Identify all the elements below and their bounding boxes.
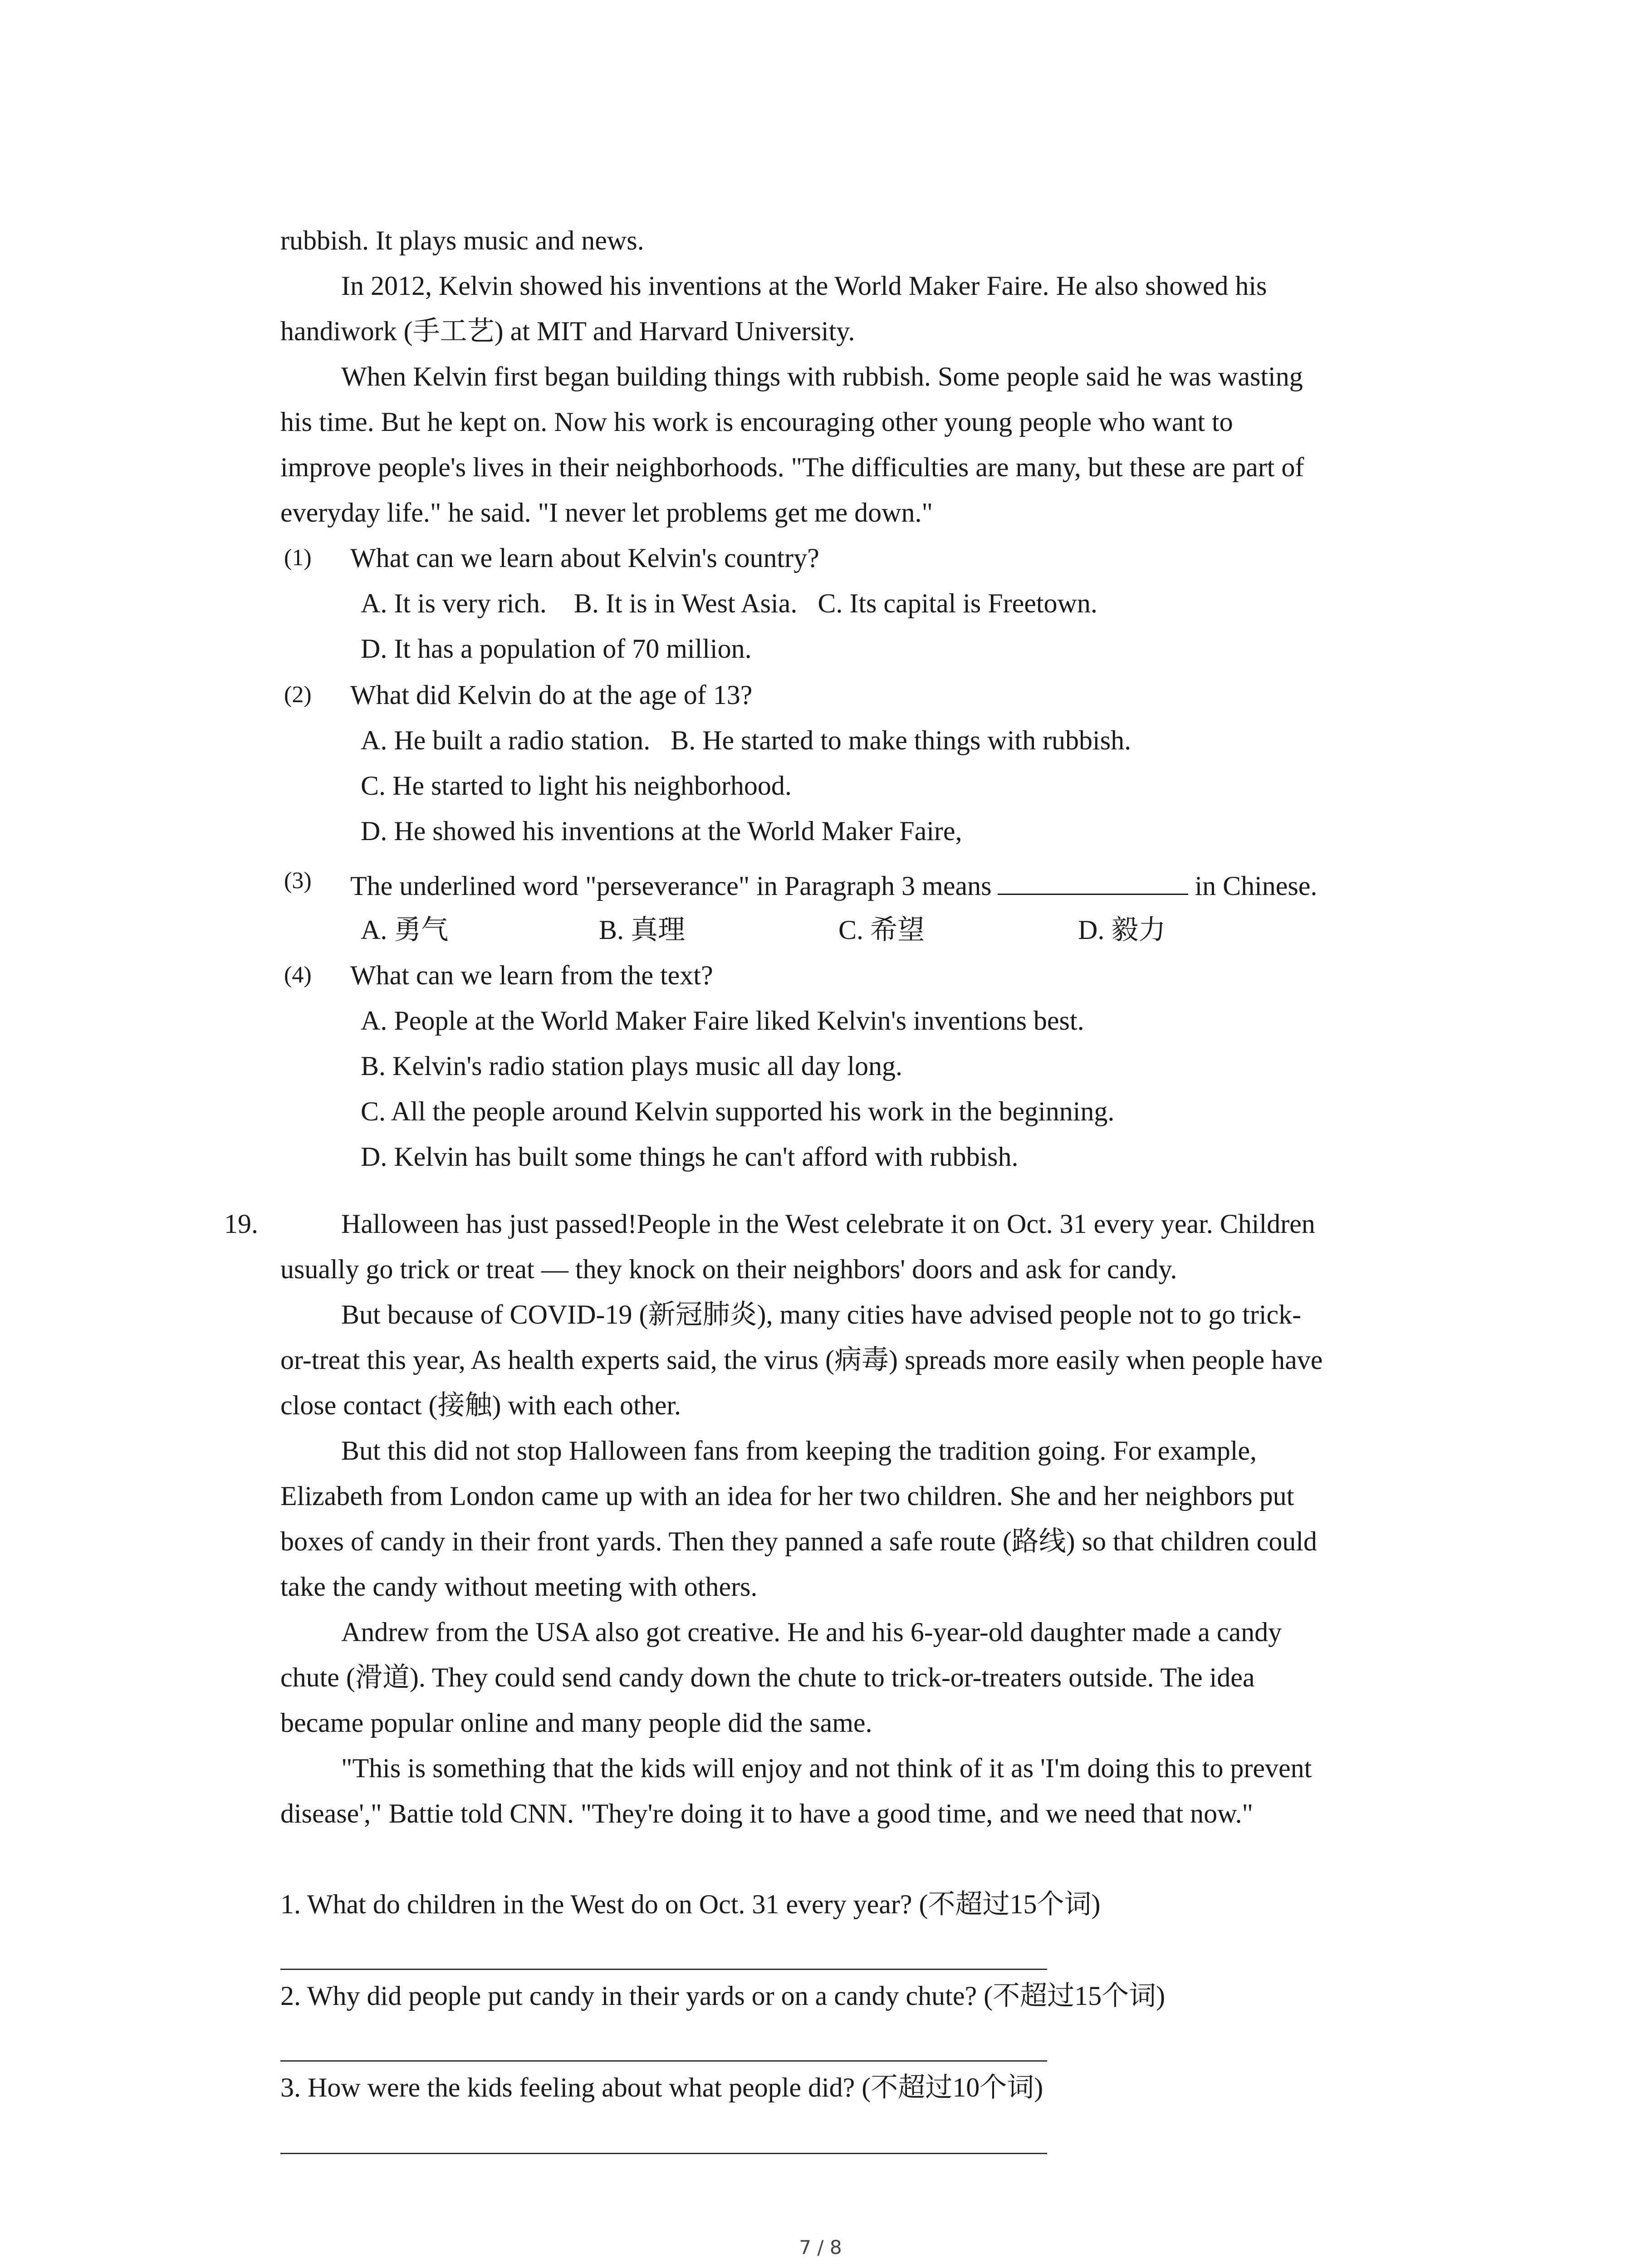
passage-line: his time. But he kept on. Now his work is encouraging other young people who want to — [280, 407, 1233, 437]
short-answer-question: 3. How were the kids feeling about what people did? (不超过10个词) — [280, 2072, 1043, 2102]
passage-line: became popular online and many people did the same. — [280, 1708, 872, 1738]
answer-line[interactable] — [280, 1969, 1047, 1970]
question-number: (4) — [284, 962, 312, 988]
question-text: What did Kelvin do at the age of 13? — [350, 680, 753, 710]
question-text-before: The underlined word "perseverance" in Paragraph 3 means — [350, 871, 992, 901]
passage-line: handiwork (手工艺) at MIT and Harvard University. — [280, 316, 855, 346]
short-answer-question: 2. Why did people put candy in their yards or on a candy chute? (不超过15个词) — [280, 1981, 1166, 2011]
page-number: 7 / 8 — [799, 2236, 842, 2258]
passage-line: disease'," Battie told CNN. "They're doing it to have a good time, and we need that now." — [280, 1799, 1254, 1828]
question-text: What can we learn about Kelvin's country? — [350, 543, 819, 573]
answer-options-line: D. It has a population of 70 million. — [361, 634, 752, 664]
answer-option: A. 勇气 — [361, 915, 449, 945]
passage-line: usually go trick or treat — they knock on their neighbors' doors and ask for candy. — [280, 1254, 1177, 1284]
answer-options-line: A. People at the World Maker Faire liked Kelvin's inventions best. — [361, 1006, 1084, 1036]
question-number: (1) — [284, 545, 312, 571]
answer-options-line: C. All the people around Kelvin supported his work in the beginning. — [361, 1096, 1115, 1126]
answer-options-line: D. Kelvin has built some things he can't afford with rubbish. — [361, 1142, 1019, 1172]
passage-line: close contact (接触) with each other. — [280, 1390, 681, 1420]
passage-line: or-treat this year, As health experts said, the virus (病毒) spreads more easily when people have — [280, 1345, 1323, 1375]
short-answer-question: 1. What do children in the West do on Oct. 31 every year? (不超过15个词) — [280, 1889, 1101, 1919]
answer-options-line: C. He started to light his neighborhood. — [361, 771, 792, 801]
passage-line: boxes of candy in their front yards. Then they panned a safe route (路线) so that children could — [280, 1526, 1317, 1556]
fill-in-blank[interactable] — [998, 867, 1188, 895]
passage-line: improve people's lives in their neighborhoods. "The difficulties are many, but these are part of — [280, 452, 1304, 482]
passage-line: rubbish. It plays music and news. — [280, 225, 644, 255]
answer-option: B. 真理 — [599, 915, 686, 945]
passage-line: take the candy without meeting with others. — [280, 1572, 758, 1602]
passage-line: chute (滑道). They could send candy down the chute to trick-or-treaters outside. The idea — [280, 1662, 1255, 1692]
passage-line: everyday life." he said. "I never let problems get me down." — [280, 498, 933, 528]
question-text: What can we learn from the text? — [350, 960, 713, 990]
answer-options-line: D. He showed his inventions at the World Maker Faire, — [361, 816, 962, 846]
answer-line[interactable] — [280, 2060, 1047, 2062]
answer-line[interactable] — [280, 2153, 1047, 2154]
passage-line: "This is something that the kids will enjoy and not think of it as 'I'm doing this to prevent — [341, 1753, 1312, 1783]
question-text-after: in Chinese. — [1195, 871, 1318, 901]
question-number-19: 19. — [224, 1209, 258, 1239]
passage-line: But this did not stop Halloween fans from keeping the tradition going. For example, — [341, 1436, 1257, 1466]
answer-options-line: A. He built a radio station. B. He started to make things with rubbish. — [361, 725, 1132, 755]
passage-line: When Kelvin first began building things with rubbish. Some people said he was wasting — [341, 362, 1303, 391]
answer-options-line: B. Kelvin's radio station plays music all day long. — [361, 1051, 902, 1081]
passage-line: In 2012, Kelvin showed his inventions at the World Maker Faire. He also showed his — [341, 271, 1267, 301]
passage-line: Halloween has just passed!People in the West celebrate it on Oct. 31 every year. Children — [341, 1209, 1315, 1239]
passage-line: Andrew from the USA also got creative. He and his 6-year-old daughter made a candy — [341, 1617, 1282, 1647]
answer-option: D. 毅力 — [1078, 915, 1166, 945]
question-text — [350, 867, 1317, 903]
answer-options-line: A. It is very rich. B. It is in West Asia. C. Its capital is Freetown. — [361, 588, 1097, 618]
question-number: (2) — [284, 682, 312, 708]
question-number: (3) — [284, 868, 312, 894]
passage-line: Elizabeth from London came up with an idea for her two children. She and her neighbors put — [280, 1481, 1294, 1511]
answer-option: C. 希望 — [838, 915, 925, 945]
passage-line: But because of COVID-19 (新冠肺炎), many cities have advised people not to go trick- — [341, 1300, 1302, 1330]
